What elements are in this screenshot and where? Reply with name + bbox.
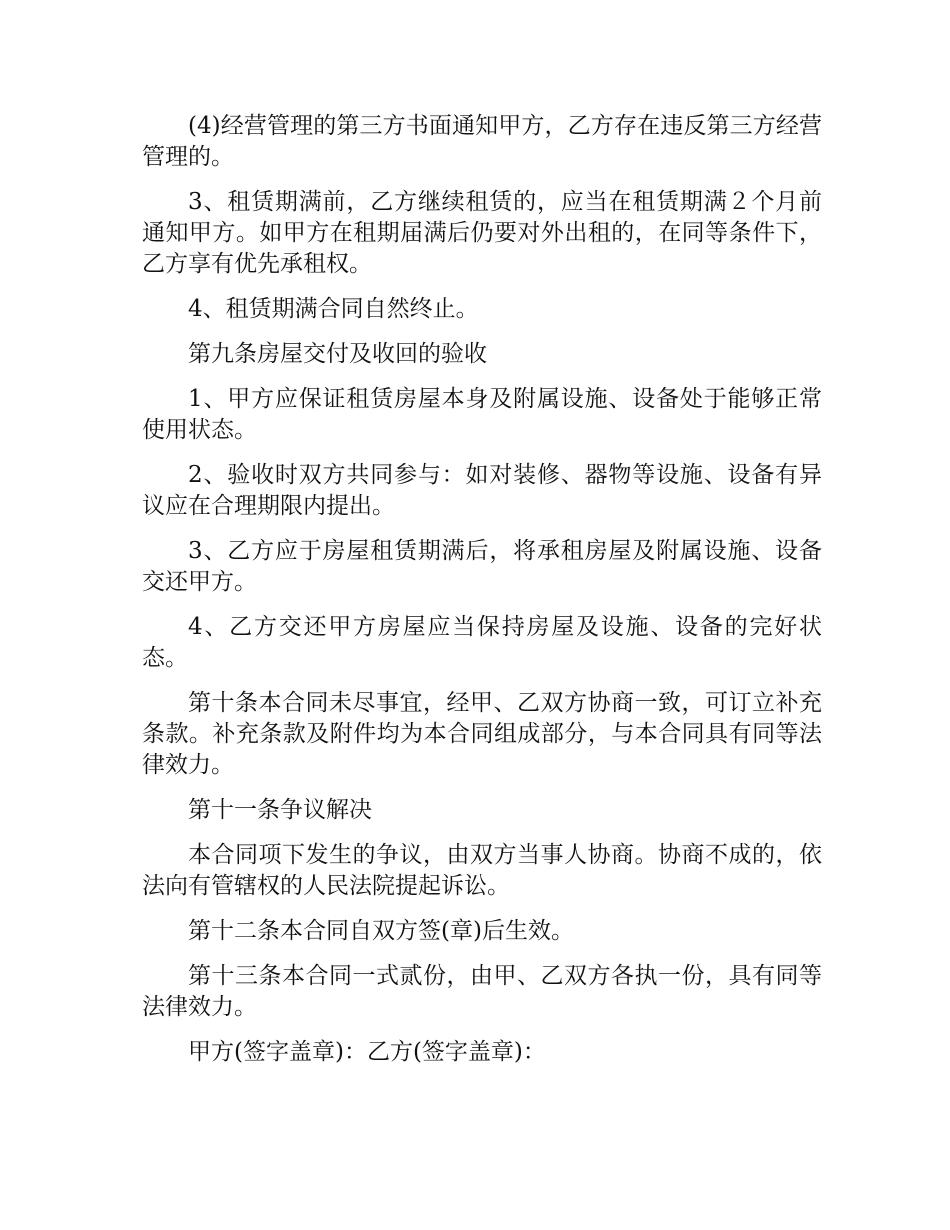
document-body xyxy=(142,111,822,1082)
paragraph-dispute-resolution: 本合同项下发生的争议，由双方当事人协商。协商不成的，依法向有管辖权的人民法院提起诉讼。 xyxy=(142,842,822,899)
paragraph-return-property: 3、乙方应于房屋租赁期满后，将承租房屋及附属设施、设备交还甲方。 xyxy=(142,538,822,595)
paragraph-article-12: 第十二条本合同自双方签(章)后生效。 xyxy=(188,918,574,944)
paragraph-article-10: 第十条本合同未尽事宜，经甲、乙双方协商一致，可订立补充条款。补充条款及附件均为本合同组成部分，与本合同具有同等法律效力。 xyxy=(142,690,822,778)
signature-line: 甲方(签字盖章)：乙方(签字盖章)： xyxy=(188,1039,546,1065)
paragraph-renewal: 3、租赁期满前，乙方继续租赁的，应当在租赁期满２个月前通知甲方。如甲方在租期届满后仍要对外出租的，在同等条件下，乙方享有优先承租权。 xyxy=(142,189,822,277)
paragraph-third-party-notice: (4)经营管理的第三方书面通知甲方，乙方存在违反第三方经营管理的。 xyxy=(142,113,822,170)
heading-article-11: 第十一条争议解决 xyxy=(188,797,372,823)
paragraph-good-condition: 4、乙方交还甲方房屋应当保持房屋及设施、设备的完好状态。 xyxy=(142,614,822,671)
paragraph-usable-condition: 1、甲方应保证租赁房屋本身及附属设施、设备处于能够正常使用状态。 xyxy=(142,386,822,443)
paragraph-lease-termination: 4、租赁期满合同自然终止。 xyxy=(188,296,479,322)
paragraph-joint-inspection: 2、验收时双方共同参与：如对装修、器物等设施、设备有异议应在合理期限内提出。 xyxy=(142,462,822,519)
heading-article-9: 第九条房屋交付及收回的验收 xyxy=(188,341,487,367)
paragraph-article-13: 第十三条本合同一式贰份，由甲、乙双方各执一份，具有同等法律效力。 xyxy=(142,963,822,1020)
